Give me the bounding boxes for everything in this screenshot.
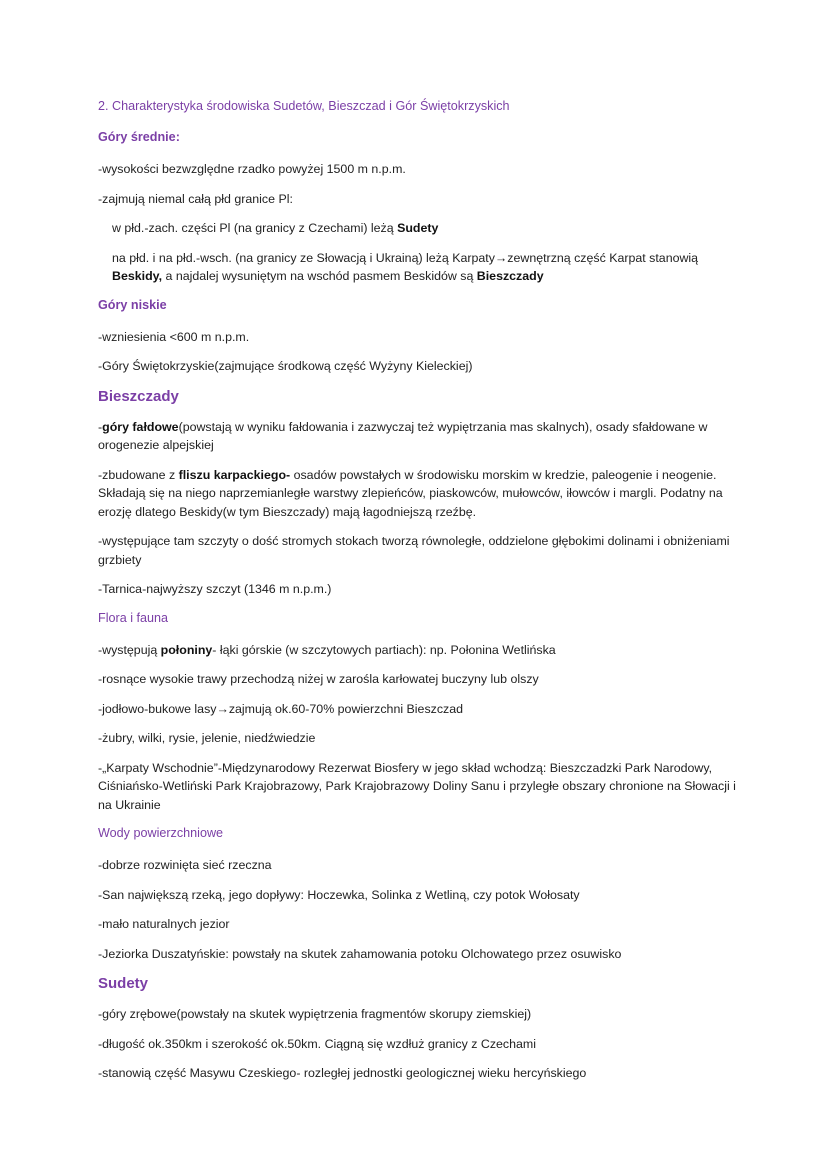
paragraph: -Tarnica-najwyższy szczyt (1346 m n.p.m.): [98, 582, 332, 596]
paragraph: -rosnące wysokie trawy przechodzą niżej w zarośla karłowatej buczyny lub olszy: [98, 672, 539, 686]
paragraph: -Jeziorka Duszatyńskie: powstały na skutek zahamowania potoku Olchowatego przez osuwisko: [98, 946, 622, 961]
document-title: 2. Charakterystyka środowiska Sudetów, Bieszczad i Gór Świętokrzyskich: [98, 99, 510, 113]
paragraph: -wzniesienia <600 m n.p.m.: [98, 329, 250, 344]
heading-flora-fauna: Flora i fauna: [98, 610, 169, 625]
paragraph: -„Karpaty Wschodnie”-Międzynarodowy Rezerwat Biosfery w jego skład wchodzą: Bieszczadzki Park Narodowy, Ciśniańsko-Wetliński Park Krajobrazowy, Park Krajobrazowy Doliny Sanu i przyległe obszary chronione na Słowacji i na Ukrainie: [98, 760, 736, 812]
paragraph-sudety-location: w płd.-zach. części Pl (na granicy z Czechami) leżą Sudety: [112, 221, 439, 235]
paragraph: -San największą rzeką, jego dopływy: Hoczewka, Solinka z Wetliną, czy potok Wołosaty: [98, 887, 580, 902]
heading-bieszczady: Bieszczady: [98, 387, 179, 405]
paragraph: -góry zrębowe(powstały na skutek wypiętrzenia fragmentów skorupy ziemskiej): [98, 1007, 532, 1021]
paragraph: -stanowią część Masywu Czeskiego- rozległej jednostki geologicznej wieku hercyńskiego: [98, 1066, 587, 1080]
paragraph: -jodłowo-bukowe lasy→zajmują ok.60-70% powierzchni Bieszczad: [98, 701, 464, 716]
paragraph: -wysokości bezwzględne rzadko powyżej 1500 m n.p.m.: [98, 162, 406, 176]
paragraph: -długość ok.350km i szerokość ok.50km. Ciągną się wzdłuż granicy z Czechami: [98, 1036, 536, 1051]
paragraph-karpaty-location: na płd. i na płd.-wsch. (na granicy ze Słowacją i Ukrainą) leżą Karpaty→zewnętrzną część Karpat stanowią Beskidy, a najdalej wysuniętym na wschód pasmem Beskidów są Bieszczady: [112, 250, 699, 283]
heading-gory-srednie: Góry średnie:: [98, 130, 180, 144]
paragraph: -występujące tam szczyty o dość stromych stokach tworzą równoległe, oddzielone głębokimi dolinami i obniżeniami grzbiety: [98, 534, 730, 567]
paragraph: -zajmują niemal całą płd granice Pl:: [98, 191, 293, 206]
paragraph: -żubry, wilki, rysie, jelenie, niedźwiedzie: [98, 731, 316, 745]
paragraph-flisz: -zbudowane z fliszu karpackiego- osadów powstałych w środowisku morskim w kredzie, paleogenie i neogenie. Składają się na niego naprzemianległe warstwy zlepieńców, piaskowców, mułowców, iłowców i margli. Podatny na erozję dlatego Beskidy(w tym Bieszczady) mają łagodniejszą rzeźbę.: [98, 467, 723, 519]
paragraph-gory-faldowe: -góry fałdowe(powstają w wyniku fałdowania i zazwyczaj też wypiętrzania mas skalnych), osady sfałdowane w orogenezie alpejskiej: [98, 419, 708, 452]
paragraph: -dobrze rozwinięta sieć rzeczna: [98, 858, 272, 872]
heading-sudety: Sudety: [98, 975, 149, 992]
document-body: [98, 98, 738, 1094]
paragraph-poloniny: -występują połoniny- łąki górskie (w szczytowych partiach): np. Połonina Wetlińska: [98, 642, 556, 657]
heading-gory-niskie: Góry niskie: [98, 297, 167, 312]
paragraph: -Góry Świętokrzyskie(zajmujące środkową część Wyżyny Kieleckiej): [98, 359, 473, 373]
paragraph: -mało naturalnych jezior: [98, 917, 230, 931]
heading-wody: Wody powierzchniowe: [98, 826, 224, 840]
